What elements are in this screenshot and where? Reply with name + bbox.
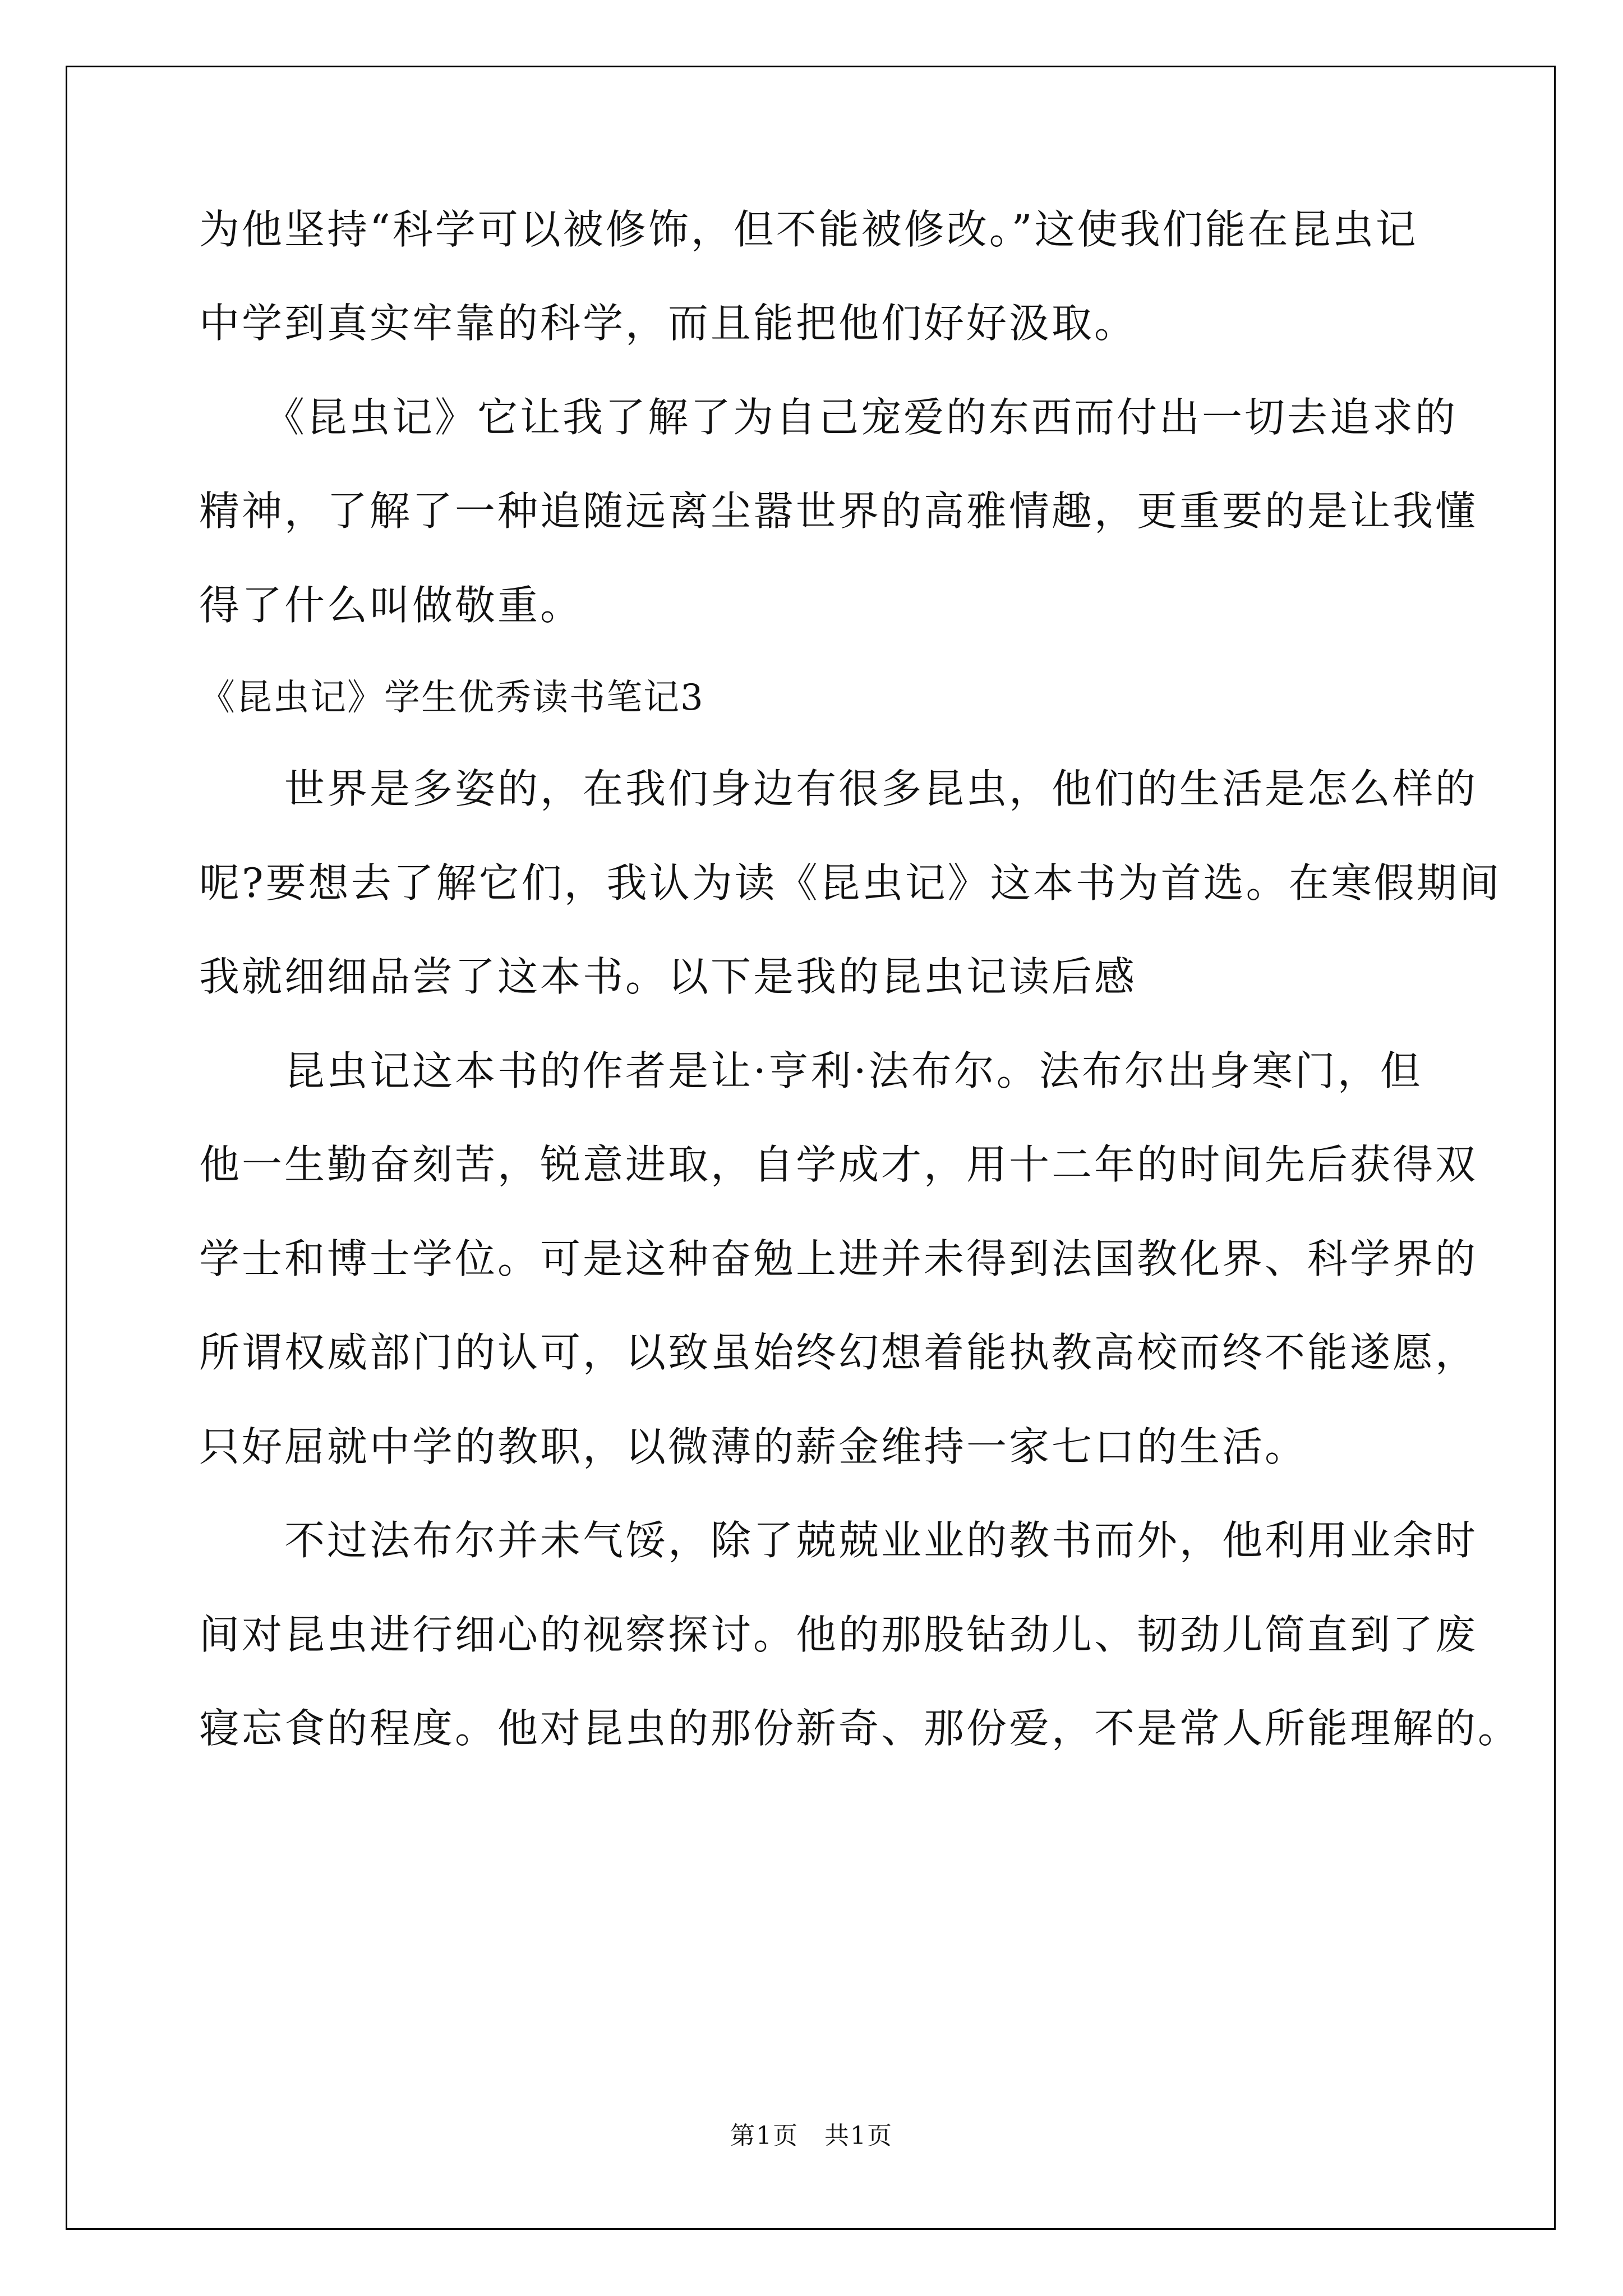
text-line: 不过法布尔并未气馁，除了兢兢业业的教书而外，他利用业余时 <box>199 1517 1478 1564</box>
text-line: 学士和博士学位。可是这种奋勉上进并未得到法国教化界、科学界的 <box>199 1235 1478 1282</box>
text-line: 他一生勤奋刻苦，锐意进取，自学成才，用十二年的时间先后获得双 <box>199 1141 1478 1188</box>
text-line: 《昆虫记》它让我了解了为自己宠爱的东西而付出一切去追求的 <box>199 394 1458 441</box>
text-line: 中学到真实牢靠的科学，而且能把他们好好汲取。 <box>199 300 1137 347</box>
text-line: 精神，了解了一种追随远离尘嚣世界的高雅情趣，更重要的是让我懂 <box>199 487 1478 535</box>
text-line: 所谓权威部门的认可，以致虽始终幻想着能执教高校而终不能遂愿， <box>199 1329 1478 1376</box>
text-line: 昆虫记这本书的作者是让·亨利·法布尔。法布尔出身寒门，但 <box>199 1047 1423 1094</box>
text-line: 得了什么叫做敬重。 <box>199 582 583 629</box>
text-line: 为他坚持“科学可以被修饰，但不能被修改。”这使我们能在昆虫记 <box>199 206 1418 253</box>
text-line: 只好屈就中学的教职，以微薄的薪金维持一家七口的生活。 <box>199 1423 1308 1470</box>
page-footer: 第1页 共1页 <box>730 2122 893 2150</box>
text-line: 呢?要想去了解它们，我认为读《昆虫记》这本书为首选。在寒假期间 <box>199 859 1502 907</box>
text-line: 间对昆虫进行细心的视察探讨。他的那股钻劲儿、韧劲儿简直到了废 <box>199 1611 1478 1658</box>
text-line: 我就细细品尝了这本书。以下是我的昆虫记读后感 <box>199 953 1137 1000</box>
section-heading: 《昆虫记》学生优秀读书笔记3 <box>199 677 704 719</box>
text-line: 世界是多姿的，在我们身边有很多昆虫，他们的生活是怎么样的 <box>199 765 1478 812</box>
text-line: 寝忘食的程度。他对昆虫的那份新奇、那份爱，不是常人所能理解的。 <box>199 1705 1521 1752</box>
